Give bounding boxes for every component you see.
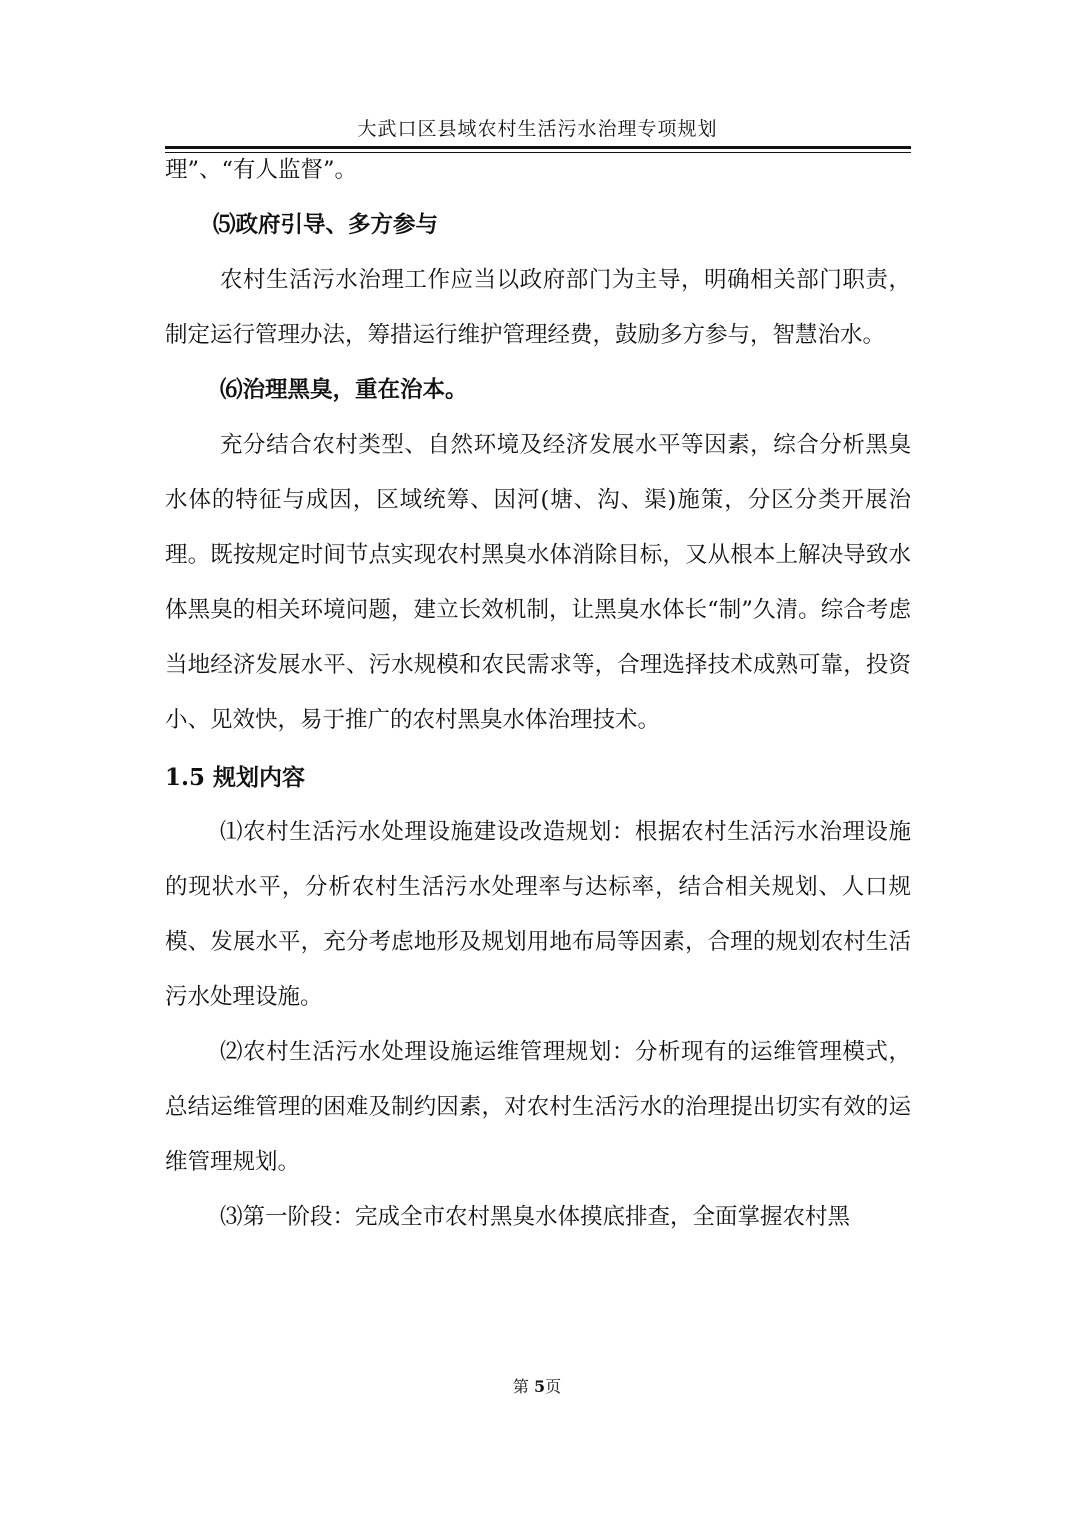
paragraph-planning-item-3: ⑶第一阶段：完成全市农村黑臭水体摸底排查，全面掌握农村黑 (220, 1204, 851, 1230)
paragraph-black-odorous-water: 充分结合农村类型、自然环境及经济发展水平等因素，综合分析黑臭水体的特征与成因，区域统筹、因河(塘、沟、渠)施策，分区分类开展治理。既按规定时间节点实现农村黑臭水体消除目标，又从根本上解决导致水体黑臭的相关环境问题，建立长效机制，让黑臭水体长“制”久清。综合考虑当地经济发展水平、污水规模和农民需求等，合理选择技术成熟可靠，投资小、见效快，易于推广的农村黑臭水体治理技术。 (165, 432, 911, 733)
paragraph-government-guidance: 农村生活污水治理工作应当以政府部门为主导，明确相关部门职责，制定运行管理办法，筹措运行维护管理经费，鼓励多方参与，智慧治水。 (165, 267, 911, 348)
paragraph-planning-item-2: ⑵农村生活污水处理设施运维管理规划：分析现有的运维管理模式，总结运维管理的困难及制约因素，对农村生活污水的治理提出切实有效的运维管理规划。 (165, 1039, 911, 1175)
page-number-suffix: 页 (545, 1377, 562, 1396)
document-body (165, 143, 911, 1245)
page-header-title: 大武口区县域农村生活污水治理专项规划 (357, 118, 718, 140)
section-heading-1-5: 1.5 规划内容 (165, 764, 306, 791)
paragraph-continued: 理”、“有人监督”。 (165, 157, 358, 183)
subheading-5: ⑸政府引导、多方参与 (213, 212, 439, 238)
paragraph-planning-item-1: ⑴农村生活污水处理设施建设改造规划：根据农村生活污水治理设施的现状水平，分析农村生活污水处理率与达标率，结合相关规划、人口规模、发展水平，充分考虑地形及规划用地布局等因素，合理的规划农村生活污水处理设施。 (165, 819, 911, 1010)
page-number (0, 1374, 1074, 1397)
page-number-value: 5 (533, 1377, 546, 1396)
subheading-6: ⑹治理黑臭，重在治本。 (220, 377, 468, 403)
page-number-prefix: 第 (512, 1377, 534, 1396)
